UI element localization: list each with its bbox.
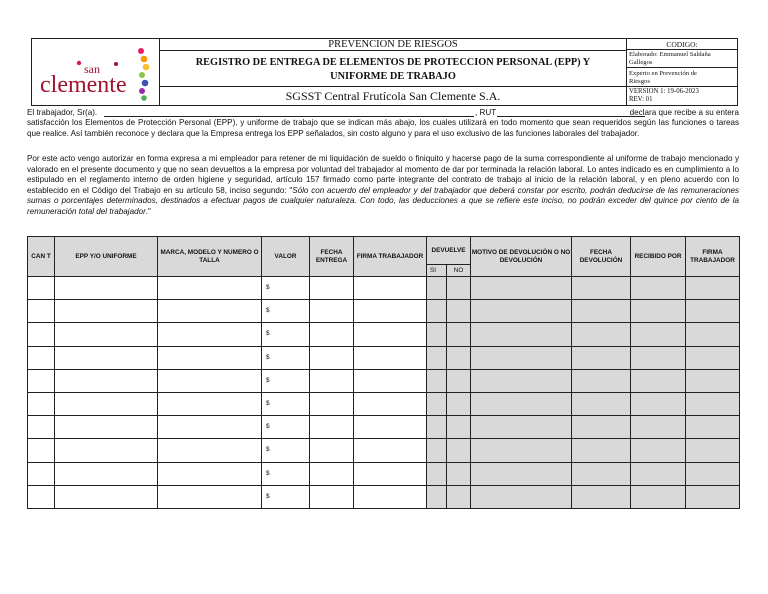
declaration-paragraph-2 [27, 154, 739, 218]
para2-end: ." [145, 206, 151, 216]
table-cell[interactable] [631, 439, 686, 462]
table-row [28, 369, 740, 392]
table-row [28, 462, 740, 485]
table-cell[interactable] [158, 416, 262, 439]
table-cell[interactable] [158, 439, 262, 462]
table-cell[interactable] [354, 369, 427, 392]
table-cell[interactable] [354, 300, 427, 323]
table-cell[interactable] [28, 323, 55, 346]
table-cell[interactable] [572, 392, 631, 415]
col-epp: EPP Y/O UNIFORME [55, 237, 158, 277]
experto-line1: Experto en Prevención de [629, 70, 697, 77]
valor-cell[interactable]: $ [262, 300, 310, 323]
valor-cell[interactable]: $ [262, 392, 310, 415]
table-cell[interactable] [447, 346, 471, 369]
table-cell[interactable] [158, 323, 262, 346]
table-cell[interactable] [55, 416, 158, 439]
table-cell[interactable] [427, 300, 447, 323]
version-text: VERSION 1: 19-06-2023 [629, 88, 699, 95]
table-cell[interactable] [310, 392, 354, 415]
rut-blank[interactable] [497, 116, 645, 117]
company-name: SGSST Central Frutícola San Clemente S.A. [285, 89, 501, 103]
table-cell[interactable] [354, 485, 427, 508]
elaborado-cell [627, 50, 737, 68]
table-cell[interactable] [55, 485, 158, 508]
table-cell[interactable] [158, 462, 262, 485]
table-cell[interactable] [310, 369, 354, 392]
table-row [28, 323, 740, 346]
valor-cell[interactable]: $ [262, 416, 310, 439]
table-cell[interactable] [427, 392, 447, 415]
table-cell[interactable] [427, 323, 447, 346]
logo-cell [32, 39, 160, 105]
valor-cell[interactable]: $ [262, 323, 310, 346]
worker-name-blank[interactable] [104, 116, 474, 117]
table-cell[interactable] [354, 346, 427, 369]
table-cell[interactable] [28, 277, 55, 300]
table-cell[interactable] [310, 485, 354, 508]
table-cell[interactable] [686, 439, 740, 462]
worker-label: El trabajador, Sr(a). [27, 108, 98, 117]
table-cell[interactable] [28, 369, 55, 392]
table-cell[interactable] [572, 485, 631, 508]
elaborado-line2: Gallegos [629, 59, 653, 66]
top-title-cell [160, 39, 627, 51]
table-cell[interactable] [686, 300, 740, 323]
table-cell[interactable] [631, 416, 686, 439]
table-cell[interactable] [354, 323, 427, 346]
table-cell[interactable] [427, 277, 447, 300]
valor-cell[interactable]: $ [262, 462, 310, 485]
table-cell[interactable] [686, 369, 740, 392]
table-cell[interactable] [55, 346, 158, 369]
document-header [31, 38, 738, 106]
table-cell[interactable] [631, 485, 686, 508]
table-cell[interactable] [55, 300, 158, 323]
declaration-paragraph-1: satisfacción los Elementos de Protección Personal (EPP), y uniforme de trabajo que se indican más abajo, los cuales utilizará en todo momento que sean requeridos según las funciones o tareas que realice. Así también reconoce y declara que la Empresa entrega los EPP señalados, sin costo alguno y para el uso exclusivo de las funciones laborales del trabajador. [27, 118, 739, 138]
codigo-cell [627, 39, 737, 50]
main-title-line1: REGISTRO DE ENTREGA DE ELEMENTOS DE PROTECCION PERSONAL (EPP) Y [195, 57, 591, 68]
table-cell[interactable] [427, 416, 447, 439]
epp-table [27, 236, 740, 509]
table-cell[interactable] [686, 323, 740, 346]
top-title: PREVENCION DE RIESGOS [328, 39, 458, 50]
main-title-cell [160, 51, 627, 87]
table-cell[interactable] [28, 485, 55, 508]
table-cell[interactable] [572, 277, 631, 300]
table-cell[interactable] [572, 346, 631, 369]
table-cell[interactable] [471, 392, 572, 415]
valor-cell[interactable]: $ [262, 485, 310, 508]
table-cell[interactable] [631, 369, 686, 392]
table-row [28, 300, 740, 323]
table-cell[interactable] [310, 346, 354, 369]
company-cell [160, 87, 627, 105]
table-cell[interactable] [686, 277, 740, 300]
table-cell[interactable] [631, 346, 686, 369]
table-cell[interactable] [447, 416, 471, 439]
table-cell[interactable] [427, 369, 447, 392]
declara-text: declara que recibe a su entera [629, 108, 739, 117]
table-cell[interactable] [55, 439, 158, 462]
valor-cell[interactable]: $ [262, 277, 310, 300]
table-cell[interactable] [55, 392, 158, 415]
table-cell[interactable] [28, 300, 55, 323]
table-cell[interactable] [447, 392, 471, 415]
table-cell[interactable] [631, 462, 686, 485]
table-cell[interactable] [158, 369, 262, 392]
table-cell[interactable] [447, 277, 471, 300]
table-cell[interactable] [631, 300, 686, 323]
logo-small-text: san [84, 62, 100, 76]
col-fecha-devolucion: FECHA DEVOLUCIÓN [572, 237, 631, 277]
table-cell[interactable] [447, 300, 471, 323]
table-row [28, 392, 740, 415]
table-cell[interactable] [158, 392, 262, 415]
table-cell[interactable] [572, 439, 631, 462]
table-cell[interactable] [354, 416, 427, 439]
rut-label: , RUT [475, 108, 497, 117]
table-cell[interactable] [354, 277, 427, 300]
rev-text: REV: 01 [629, 96, 653, 103]
table-cell[interactable] [686, 416, 740, 439]
table-cell[interactable] [158, 346, 262, 369]
valor-cell[interactable]: $ [262, 439, 310, 462]
table-cell[interactable] [158, 485, 262, 508]
table-cell[interactable] [55, 277, 158, 300]
table-cell[interactable] [158, 300, 262, 323]
table-cell[interactable] [28, 439, 55, 462]
table-cell[interactable] [686, 462, 740, 485]
table-cell[interactable] [572, 416, 631, 439]
main-title-line2: UNIFORME DE TRABAJO [330, 70, 456, 82]
table-cell[interactable] [471, 416, 572, 439]
table-cell[interactable] [354, 439, 427, 462]
table-cell[interactable] [631, 392, 686, 415]
table-cell[interactable] [28, 392, 55, 415]
table-cell[interactable] [686, 485, 740, 508]
table-cell[interactable] [572, 300, 631, 323]
version-cell [627, 87, 737, 105]
table-cell[interactable] [447, 439, 471, 462]
table-cell[interactable] [310, 439, 354, 462]
table-cell[interactable] [447, 485, 471, 508]
table-cell[interactable] [471, 369, 572, 392]
san-clemente-logo [32, 39, 160, 105]
col-fecha-entrega: FECHA ENTREGA [310, 237, 354, 277]
logo-big-text: clemente [40, 72, 127, 98]
table-cell[interactable] [354, 462, 427, 485]
table-cell[interactable] [310, 462, 354, 485]
para2-text: Por este acto vengo autorizar en forma expresa a mi empleador para retener de mi liquidación de sueldo o finiquito y hacerse pago de la suma correspondiente al uniforme de trabajo mencionado y valorado en el presente documento y que no sean devueltos a la empresa por voluntad del trabajador al momento de dar por terminada la relación laboral. Lo antes indicado es en cumplimiento a lo estipulado en el reglamento interno de orden higiene y seguridad, artículo 157 firmado como parte integrante del contrato de trabajo al inicio de la relación laboral, y en pleno acuerdo con lo establecido en el Código del Trabajo en su artículo 58, inciso segundo: " [27, 154, 739, 195]
declaration-line [27, 107, 739, 118]
table-cell[interactable] [471, 485, 572, 508]
table-cell[interactable] [427, 485, 447, 508]
table-row [28, 439, 740, 462]
table-row [28, 277, 740, 300]
valor-cell[interactable]: $ [262, 369, 310, 392]
table-cell[interactable] [631, 323, 686, 346]
col-no: NO [447, 265, 471, 277]
col-firma-trabajador-2: FIRMA TRABAJADOR [686, 237, 740, 277]
table-cell[interactable] [471, 346, 572, 369]
table-cell[interactable] [28, 462, 55, 485]
table-cell[interactable] [471, 323, 572, 346]
table-cell[interactable] [572, 462, 631, 485]
col-motivo: MOTIVO DE DEVOLUCIÓN O NO DEVOLUCIÓN [471, 237, 572, 277]
table-row [28, 346, 740, 369]
para2-quote: Sólo con acuerdo del empleador y del trabajador que deberá constar por escrito, podrán deducirse de las remuneraciones sumas o porcentajes determinados, destinados a efectuar pagos de cualquier naturaleza. Con todo, las deducciones a que se refiere este inciso, no podrán exceder del quince por ciento de la remuneración total del trabajador [27, 185, 739, 216]
table-cell[interactable] [471, 439, 572, 462]
table-cell[interactable] [354, 392, 427, 415]
table-cell[interactable] [631, 277, 686, 300]
table-cell[interactable] [471, 277, 572, 300]
table-cell[interactable] [471, 300, 572, 323]
table-cell[interactable] [447, 323, 471, 346]
table-cell[interactable] [55, 369, 158, 392]
col-marca: MARCA, MODELO Y NUMERO O TALLA [158, 237, 262, 277]
col-recibido: RECIBIDO POR [631, 237, 686, 277]
table-cell[interactable] [28, 416, 55, 439]
table-cell[interactable] [447, 462, 471, 485]
table-cell[interactable] [447, 369, 471, 392]
table-cell[interactable] [686, 392, 740, 415]
col-cant: CAN T [28, 237, 55, 277]
table-row [28, 416, 740, 439]
table-row [28, 485, 740, 508]
table-cell[interactable] [572, 369, 631, 392]
table-cell[interactable] [310, 323, 354, 346]
table-cell[interactable] [310, 416, 354, 439]
table-body [28, 277, 740, 509]
table-cell[interactable] [158, 277, 262, 300]
elaborado-line1: Elaborado: Emmanuel Saldaña [629, 51, 711, 58]
table-cell[interactable] [310, 300, 354, 323]
experto-cell [627, 68, 737, 87]
valor-cell[interactable]: $ [262, 346, 310, 369]
codigo-label: CODIGO: [666, 40, 698, 49]
col-si: SI [427, 265, 447, 277]
table-cell[interactable] [55, 323, 158, 346]
experto-line2: Riesgos [629, 78, 650, 85]
col-devuelve: DEVUELVE [427, 237, 471, 265]
table-cell[interactable] [471, 462, 572, 485]
table-cell[interactable] [427, 462, 447, 485]
col-firma-trabajador: FIRMA TRABAJADOR [354, 237, 427, 277]
table-cell[interactable] [310, 277, 354, 300]
table-cell[interactable] [55, 462, 158, 485]
table-cell[interactable] [28, 346, 55, 369]
table-cell[interactable] [427, 439, 447, 462]
table-cell[interactable] [572, 323, 631, 346]
col-valor: VALOR [262, 237, 310, 277]
table-cell[interactable] [427, 346, 447, 369]
table-cell[interactable] [686, 346, 740, 369]
